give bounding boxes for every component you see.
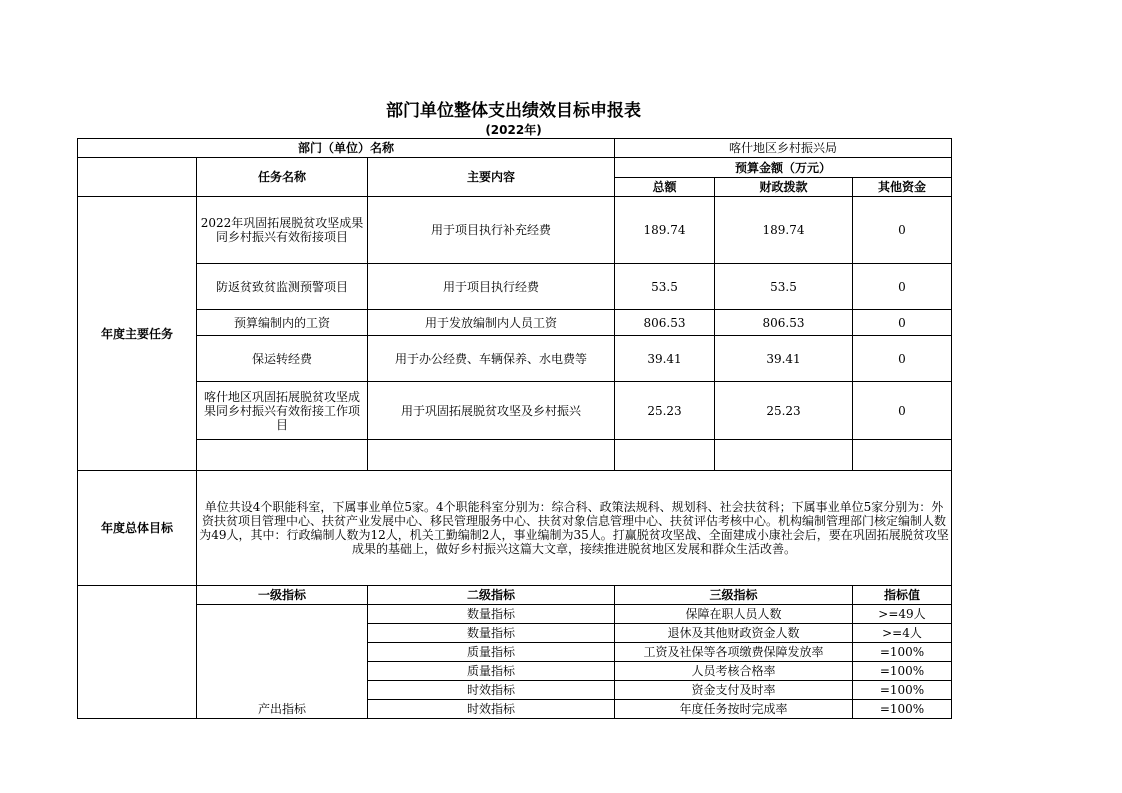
- task-content: 用于项目执行经费: [368, 264, 615, 310]
- table-row: [78, 310, 952, 336]
- table-row: [78, 264, 952, 310]
- empty-cell: [853, 440, 952, 471]
- level2-cell: 质量指标: [368, 662, 615, 681]
- performance-target-table: [77, 138, 952, 719]
- budget-header: 预算金额（万元）: [615, 158, 952, 178]
- empty-cell: [197, 440, 368, 471]
- total-header: 总额: [615, 178, 715, 197]
- task-content: 用于巩固拓展脱贫攻坚及乡村振兴: [368, 382, 615, 440]
- task-fiscal: 806.53: [715, 310, 853, 336]
- level3-cell: 人员考核合格率: [615, 662, 853, 681]
- task-name: 喀什地区巩固拓展脱贫攻坚成果同乡村振兴有效衔接工作项目: [197, 382, 368, 440]
- level3-cell: 退休及其他财政资金人数: [615, 624, 853, 643]
- indicator-header-row: [78, 586, 952, 605]
- task-other: 0: [853, 197, 952, 264]
- fiscal-header: 财政拨款: [715, 178, 853, 197]
- output-indicator-label: 产出指标: [197, 605, 368, 719]
- task-other: 0: [853, 264, 952, 310]
- value-header: 指标值: [853, 586, 952, 605]
- task-fiscal: 53.5: [715, 264, 853, 310]
- task-name: 2022年巩固拓展脱贫攻坚成果同乡村振兴有效衔接项目: [197, 197, 368, 264]
- overall-goal-row: [78, 471, 952, 586]
- value-cell: >=49人: [853, 605, 952, 624]
- table-row-empty: [78, 440, 952, 471]
- task-total: 53.5: [615, 264, 715, 310]
- level2-cell: 时效指标: [368, 681, 615, 700]
- empty-cell: [715, 440, 853, 471]
- level2-header: 二级指标: [368, 586, 615, 605]
- level2-cell: 时效指标: [368, 700, 615, 719]
- dept-row: [78, 139, 952, 158]
- overall-goal-text: 单位共设4个职能科室，下属事业单位5家。4个职能科室分别为：综合科、政策法规科、规划科、社会扶贫科；下属事业单位5家分别为：外资扶贫项目管理中心、扶贫产业发展中心、移民管理服务中心、扶贫对象信息管理中心、扶贫评估考核中心。机构编制管理部门核定编制人数为49人，其中：行政编制人数为12人，机关工勤编制2人，事业编制为35人。打赢脱贫攻坚战、全面建成小康社会后，要在巩固拓展脱贫攻坚成果的基础上，做好乡村振兴这篇大文章，接续推进脱贫地区发展和群众生活改善。: [197, 471, 952, 586]
- level3-cell: 保障在职人员人数: [615, 605, 853, 624]
- task-total: 806.53: [615, 310, 715, 336]
- header-blank-cell: [78, 158, 197, 197]
- value-cell: =100%: [853, 662, 952, 681]
- page-subtitle-year: (2022年): [485, 123, 542, 137]
- other-header: 其他资金: [853, 178, 952, 197]
- level2-cell: 质量指标: [368, 643, 615, 662]
- level3-header: 三级指标: [615, 586, 853, 605]
- task-total: 39.41: [615, 336, 715, 382]
- table-row: [78, 382, 952, 440]
- value-cell: =100%: [853, 681, 952, 700]
- task-fiscal: 39.41: [715, 336, 853, 382]
- task-other: 0: [853, 382, 952, 440]
- dept-value: 喀什地区乡村振兴局: [615, 139, 952, 158]
- task-name-header: 任务名称: [197, 158, 368, 197]
- task-fiscal: 189.74: [715, 197, 853, 264]
- task-fiscal: 25.23: [715, 382, 853, 440]
- level3-cell: 年度任务按时完成率: [615, 700, 853, 719]
- page-title: 部门单位整体支出绩效目标申报表: [386, 101, 641, 121]
- task-total: 189.74: [615, 197, 715, 264]
- table-row: [78, 336, 952, 382]
- indicator-blank-cell: [78, 586, 197, 719]
- overall-goal-label: 年度总体目标: [78, 471, 197, 586]
- task-content: 用于办公经费、车辆保养、水电费等: [368, 336, 615, 382]
- dept-label: 部门（单位）名称: [78, 139, 615, 158]
- value-cell: >=4人: [853, 624, 952, 643]
- task-name: 防返贫致贫监测预警项目: [197, 264, 368, 310]
- task-name: 预算编制内的工资: [197, 310, 368, 336]
- task-content: 用于发放编制内人员工资: [368, 310, 615, 336]
- task-other: 0: [853, 336, 952, 382]
- task-total: 25.23: [615, 382, 715, 440]
- level2-cell: 数量指标: [368, 624, 615, 643]
- value-cell: =100%: [853, 643, 952, 662]
- main-content-header: 主要内容: [368, 158, 615, 197]
- level3-cell: 工资及社保等各项缴费保障发放率: [615, 643, 853, 662]
- annual-tasks-label: 年度主要任务: [78, 197, 197, 471]
- task-name: 保运转经费: [197, 336, 368, 382]
- header-row-1: [78, 158, 952, 178]
- value-cell: =100%: [853, 700, 952, 719]
- level2-cell: 数量指标: [368, 605, 615, 624]
- task-other: 0: [853, 310, 952, 336]
- empty-cell: [368, 440, 615, 471]
- table-row: [78, 197, 952, 264]
- indicator-row: [78, 605, 952, 624]
- level1-header: 一级指标: [197, 586, 368, 605]
- empty-cell: [615, 440, 715, 471]
- task-content: 用于项目执行补充经费: [368, 197, 615, 264]
- level3-cell: 资金支付及时率: [615, 681, 853, 700]
